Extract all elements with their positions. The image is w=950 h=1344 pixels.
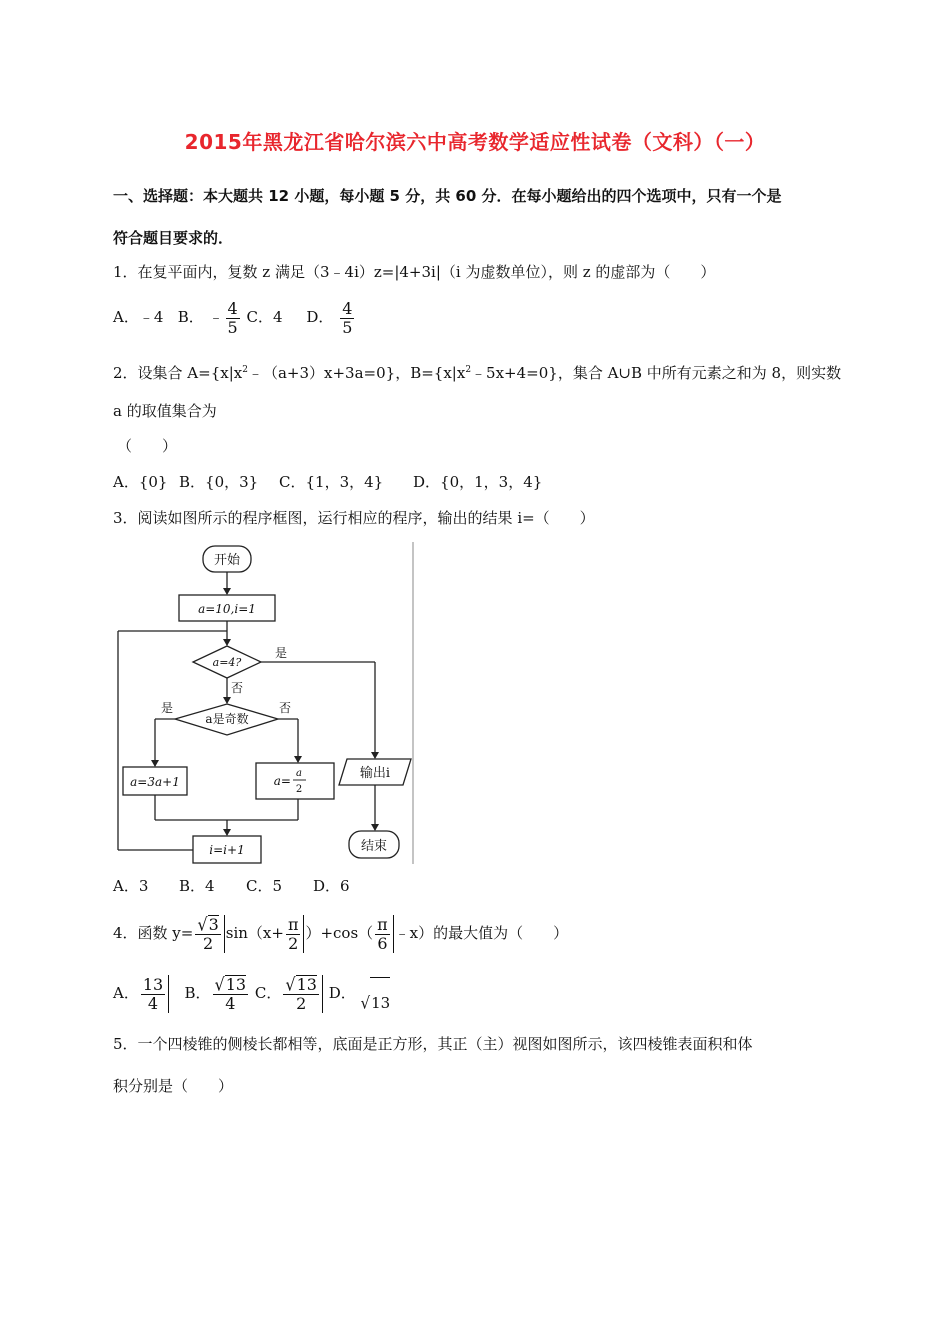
section-heading-line1: 一、选择题：本大题共 12 小题，每小题 5 分，共 60 分．在每小题给出的四个选项中，只有一个是	[113, 187, 782, 205]
flow-cond2-label: a是奇数	[205, 712, 249, 726]
q4-option-c-label: C．	[254, 984, 282, 1002]
q2-options	[113, 472, 542, 492]
q1-option-b-fraction	[226, 300, 240, 337]
q4-option-d-sqrt: √13	[361, 994, 391, 1012]
q4-option-b-denominator: 4	[225, 994, 236, 1013]
q2-stem-line3: （ ）	[117, 437, 178, 455]
q2-option-c: C．{1，3，4}	[279, 473, 384, 491]
flow-cond1-label: a=4?	[212, 656, 242, 669]
q4-prefix: 4．函数 y=	[113, 924, 194, 942]
q2-stem-line2: a 的取值集合为	[113, 402, 217, 420]
q1-option-d-label: D．	[306, 308, 334, 326]
q4-option-b-radicand: 13	[225, 975, 247, 994]
q1-stem: 1．在复平面内，复数 z 满足（3﹣4i）z=|4+3i|（i 为虚数单位），则 z 的虚部为（ ）	[113, 263, 716, 281]
q4-stem	[113, 908, 568, 958]
q3-stem: 3．阅读如图所示的程序框图，运行相应的程序，输出的结果 i=（ ）	[113, 509, 595, 527]
q4-suffix: ﹣x）的最大值为（ ）	[394, 924, 569, 942]
q1-option-c: C．4	[246, 308, 283, 326]
q1-option-d-fraction	[340, 300, 354, 337]
q4-option-c-fraction: $\frac{√13}{2}$	[285, 974, 317, 1013]
q1-option-b-sign: ﹣	[208, 308, 224, 326]
q4-option-a-numerator: 13	[142, 974, 164, 994]
q4-option-c-denominator: 2	[296, 994, 307, 1013]
q3-option-b: B．4	[179, 877, 215, 895]
q4-fraction-sqrt3-over-2: $\frac{√3}{2}$	[197, 914, 219, 953]
flow-end-label: 结束	[360, 839, 388, 854]
flow-yes1-label: 是	[274, 646, 288, 660]
q3-option-d: D．6	[313, 877, 350, 895]
q4-option-a-denominator: 4	[147, 993, 159, 1013]
q2-option-b: B．{0，3}	[179, 473, 259, 491]
q2-stem-part3: ﹣5x+4=0}，集合 A∪B 中所有元素之和为 8，则实数	[471, 364, 842, 382]
q4-denominator-2: 2	[288, 933, 299, 953]
flow-right-box-lhs: a=	[273, 774, 291, 788]
q4-option-a-fraction	[141, 976, 165, 1013]
q2-sup2: 2	[465, 365, 472, 375]
q4-option-d-radicand: 13	[370, 977, 390, 1028]
flow-init-label: a=10,i=1	[198, 602, 256, 616]
q3-option-a: A．3	[113, 877, 149, 895]
q3-options	[113, 876, 350, 896]
q1-option-d-numerator: 4	[342, 298, 353, 318]
q1-option-b-numerator: 4	[227, 298, 238, 318]
q4-fraction-pi-over-2	[286, 916, 301, 953]
flow-left-box-label: a=3a+1	[130, 775, 180, 789]
q4-radicand-1: 3	[208, 915, 219, 934]
q1-option-a: A．﹣4	[113, 308, 164, 326]
flow-yes2-label: 是	[160, 701, 174, 715]
q3-flowchart	[113, 540, 418, 868]
q2-option-a: A．{0}	[113, 473, 168, 491]
q4-options	[113, 968, 390, 1028]
q2-stem-part2: ﹣（a+3）x+3a=0}，B={x|x	[247, 364, 466, 382]
q4-mid2: ）+cos（	[305, 924, 374, 942]
q4-denominator-3: 6	[377, 933, 388, 953]
flow-no1-label: 否	[230, 681, 244, 695]
q4-option-c-radicand: 13	[296, 975, 317, 994]
q4-denominator-1: 2	[202, 934, 214, 953]
flow-right-box-den: 2	[295, 784, 303, 795]
q3-option-c: C．5	[246, 877, 283, 895]
q2-stem-part1: 2．设集合 A={x|x	[113, 364, 243, 382]
q4-fraction-pi-over-6	[375, 916, 390, 953]
q2-stem-line1	[113, 360, 841, 383]
q5-stem-line2: 积分别是（ ）	[113, 1077, 234, 1095]
flow-right-box-num: a	[296, 768, 302, 779]
q4-option-a-label: A．	[113, 984, 139, 1002]
flow-no2-label: 否	[278, 701, 292, 715]
q1-option-b-label: B．	[177, 308, 204, 326]
q1-options	[113, 296, 356, 338]
q4-option-b-fraction: $\frac{√13}{4}$	[214, 974, 247, 1013]
q2-sup1: 2	[242, 365, 248, 375]
q4-option-d-label: D．	[328, 984, 356, 1002]
q1-option-b-denominator: 5	[227, 317, 238, 337]
flow-output-label: 输出i	[359, 766, 391, 781]
q5-stem-line1: 5．一个四棱锥的侧棱长都相等，底面是正方形，其正（主）视图如图所示，该四棱锥表面积和体	[113, 1035, 753, 1053]
section-heading-line2: 符合题目要求的．	[113, 229, 234, 247]
q4-pi-1: π	[287, 914, 299, 934]
flow-increment-label: i=i+1	[209, 843, 245, 857]
q4-option-b-label: B．	[184, 984, 211, 1002]
q1-option-d-denominator: 5	[342, 317, 353, 337]
q4-pi-2: π	[377, 914, 388, 934]
q2-option-d: D．{0，1，3，4}	[413, 473, 543, 491]
q4-mid1: sin（x+	[225, 924, 284, 942]
flow-start-label: 开始	[213, 553, 241, 568]
page-title: 2015年黑龙江省哈尔滨六中高考数学适应性试卷（文科）（一）	[184, 130, 766, 154]
